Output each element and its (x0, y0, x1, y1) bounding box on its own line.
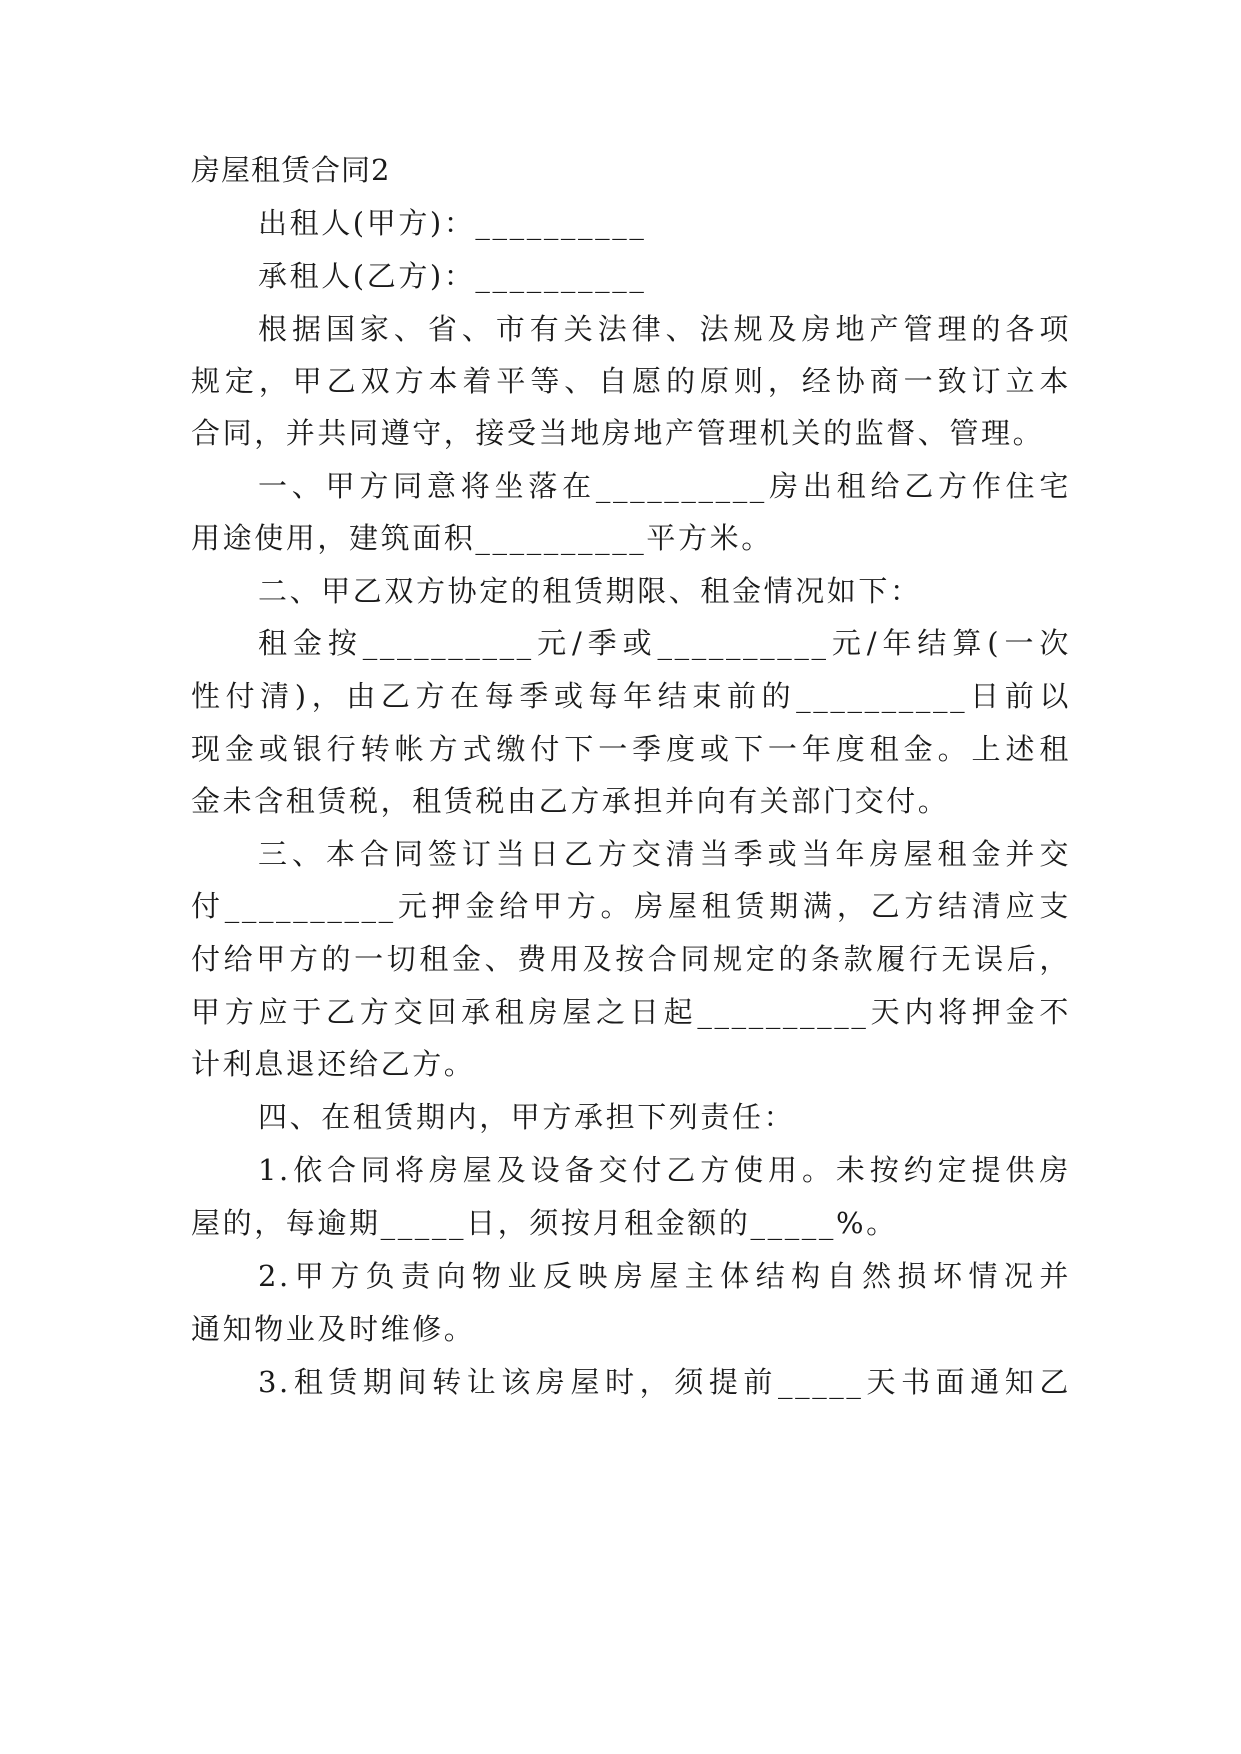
lessee-line: 承租人(乙方)：__________ (258, 259, 647, 293)
clause-1-line: 一、甲方同意将坐落在__________房出租给乙方作住宅 (258, 469, 1071, 503)
clause-3-line: 计利息退还给乙方。 (191, 1047, 476, 1081)
clause-3-line: 付__________元押金给甲方。房屋租赁期满，乙方结清应支 (191, 889, 1071, 923)
document-title: 房屋租赁合同2 (191, 153, 391, 187)
rent-line: 性付清)，由乙方在每季或每年结束前的__________日前以 (191, 679, 1071, 713)
rent-line: 金未含租赁税，租赁税由乙方承担并向有关部门交付。 (191, 784, 950, 818)
item-2-line: 2.甲方负责向物业反映房屋主体结构自然损坏情况并 (258, 1259, 1071, 1293)
clause-3-line: 三、本合同签订当日乙方交清当季或当年房屋租金并交 (258, 837, 1071, 871)
clause-1-line: 用途使用，建筑面积__________平方米。 (191, 521, 773, 555)
clause-2-heading: 二、甲乙双方协定的租赁期限、租金情况如下： (258, 574, 922, 608)
clause-3-line: 甲方应于乙方交回承租房屋之日起__________天内将押金不 (191, 995, 1071, 1029)
rent-line: 现金或银行转帐方式缴付下一季度或下一年度租金。上述租 (191, 732, 1071, 766)
preamble-line: 规定，甲乙双方本着平等、自愿的原则，经协商一致订立本 (191, 364, 1071, 398)
clause-3-line: 付给甲方的一切租金、费用及按合同规定的条款履行无误后， (191, 942, 1071, 976)
item-1-line: 屋的，每逾期_____日，须按月租金额的_____%。 (191, 1206, 898, 1240)
preamble-line: 合同，并共同遵守，接受当地房地产管理机关的监督、管理。 (191, 416, 1045, 450)
rent-line: 租金按__________元/季或__________元/年结算(一次 (258, 626, 1071, 660)
lessor-line: 出租人(甲方)：__________ (258, 206, 647, 240)
item-3-line: 3.租赁期间转让该房屋时，须提前_____天书面通知乙 (258, 1365, 1071, 1399)
item-1-line: 1.依合同将房屋及设备交付乙方使用。未按约定提供房 (258, 1153, 1071, 1187)
clause-4-heading: 四、在租赁期内，甲方承担下列责任： (258, 1100, 796, 1134)
item-2-line: 通知物业及时维修。 (191, 1312, 476, 1346)
preamble-line: 根据国家、省、市有关法律、法规及房地产管理的各项 (258, 312, 1071, 346)
